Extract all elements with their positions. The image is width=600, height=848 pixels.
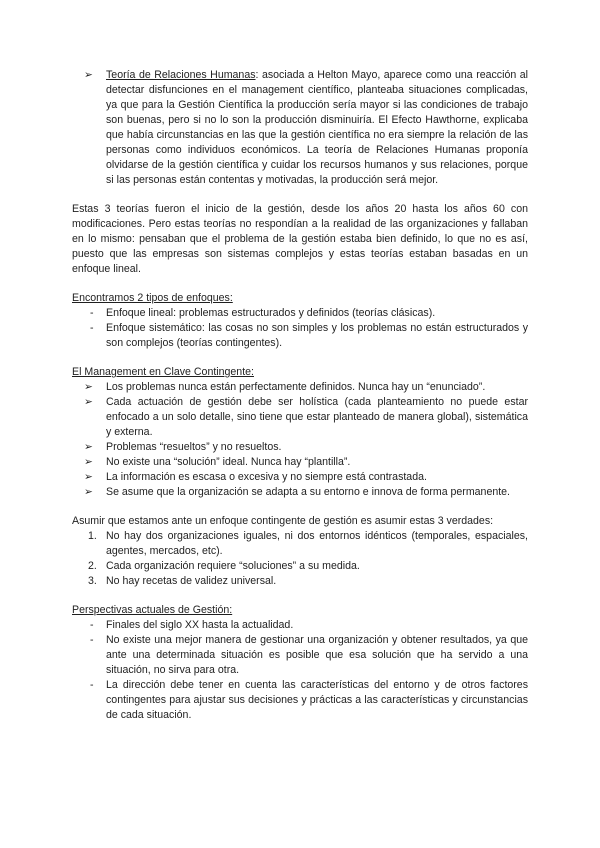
dash-bullet-icon: - <box>90 619 94 631</box>
enfoques-list <box>72 306 528 351</box>
list-number: 1. <box>88 530 97 542</box>
dash-bullet-icon: - <box>90 679 94 691</box>
list-item: - Enfoque lineal: problemas estructurados y definidos (teorías clásicas). <box>90 307 436 319</box>
dash-bullet-icon: - <box>90 307 94 319</box>
list-item: ➢ No existe una “solución” ideal. Nunca hay “plantilla”. <box>84 456 351 468</box>
arrow-bullet-icon: ➢ <box>84 396 93 408</box>
list-item: 2. Cada organización requiere “soluciones” a su medida. <box>88 560 360 572</box>
perspectivas-list <box>72 618 528 723</box>
list-item: - No existe una mejor manera de gestionar una organización y obtener resultados, ya que ante una determinada situación es posible que esa solución que ha servido a una situación, no sirva para otra. <box>90 634 528 676</box>
list-number: 3. <box>88 575 97 587</box>
heading-perspectivas: Perspectivas actuales de Gestión: <box>72 604 233 616</box>
document-page <box>72 68 528 723</box>
list-item: 1. No hay dos organizaciones iguales, ni dos entornos idénticos (temporales, espaciales, agentes, mercados, etc). <box>88 530 528 557</box>
theory-text: : asociada a Helton Mayo, aparece como una reacción al detectar disfunciones en el management científico, planteaba situaciones complicadas, ya que para la Gestión Científica la producción sería mayor si las condiciones de trabajo son buenas, pero si no lo son la producción disminuiría. El Efecto Hawthorne, explicaba que había circunstancias en las que la gestión científica no era siempre la relación de las personas como individuos económicos. La teoría de Relaciones Humanas proponía olvidarse de la gestión científica y cuidar los recursos humanos y sus relaciones, porque si las personas están contentas y motivadas, la producción será mejor. <box>106 69 528 186</box>
arrow-bullet-icon: ➢ <box>84 441 93 453</box>
dash-bullet-icon: - <box>90 322 94 334</box>
intro-list <box>72 68 528 188</box>
list-number: 2. <box>88 560 97 572</box>
arrow-bullet-icon: ➢ <box>84 381 93 393</box>
heading-management: El Management en Clave Contingente: <box>72 366 254 378</box>
management-list <box>72 380 528 500</box>
list-item: 3. No hay recetas de validez universal. <box>88 575 277 587</box>
theory-title: Teoría de Relaciones Humanas <box>106 69 256 81</box>
list-item: - Enfoque sistemático: las cosas no son simples y los problemas no están estructurados y son complejos (teorías contingentes). <box>90 322 528 349</box>
heading-enfoques: Encontramos 2 tipos de enfoques: <box>72 292 233 304</box>
paragraph-verdades: Asumir que estamos ante un enfoque contingente de gestión es asumir estas 3 verdades: <box>72 515 494 527</box>
list-item: ➢ Los problemas nunca están perfectamente definidos. Nunca hay un “enunciado”. <box>84 381 486 393</box>
paragraph-teorias: Estas 3 teorías fueron el inicio de la gestión, desde los años 20 hasta los años 60 con modificaciones. Pero estas teorías no respondían a la realidad de las organizaciones y fallaban en lo mismo: pensaban que el problema de la gestión estaba bien definido, lo que no es así, puesto que las empresas son sistemas complejos y estas teorías estaban basadas en un enfoque lineal. <box>72 203 528 275</box>
list-item <box>72 68 528 188</box>
verdades-list <box>72 529 528 589</box>
list-item: ➢ La información es escasa o excesiva y no siempre está contrastada. <box>84 471 427 483</box>
arrow-bullet-icon: ➢ <box>84 456 93 468</box>
list-item: - Finales del siglo XX hasta la actualidad. <box>90 619 294 631</box>
arrow-bullet-icon: ➢ <box>84 471 93 483</box>
list-item: ➢ Problemas “resueltos” y no resueltos. <box>84 441 282 453</box>
dash-bullet-icon: - <box>90 634 94 646</box>
arrow-bullet-icon: ➢ <box>84 486 93 498</box>
list-item: ➢ Se asume que la organización se adapta a su entorno e innova de forma permanente. <box>84 486 511 498</box>
list-item: ➢ Cada actuación de gestión debe ser holística (cada planteamiento no puede estar enfocado a un solo detalle, sino tiene que estar planteado de manera global), sistemática y externa. <box>84 396 528 438</box>
list-item: - La dirección debe tener en cuenta las características del entorno y de otros factores contingentes para ajustar sus decisiones y prácticas a las características y circunstancias de cada situación. <box>90 679 528 721</box>
arrow-bullet-icon: ➢ <box>84 69 93 81</box>
